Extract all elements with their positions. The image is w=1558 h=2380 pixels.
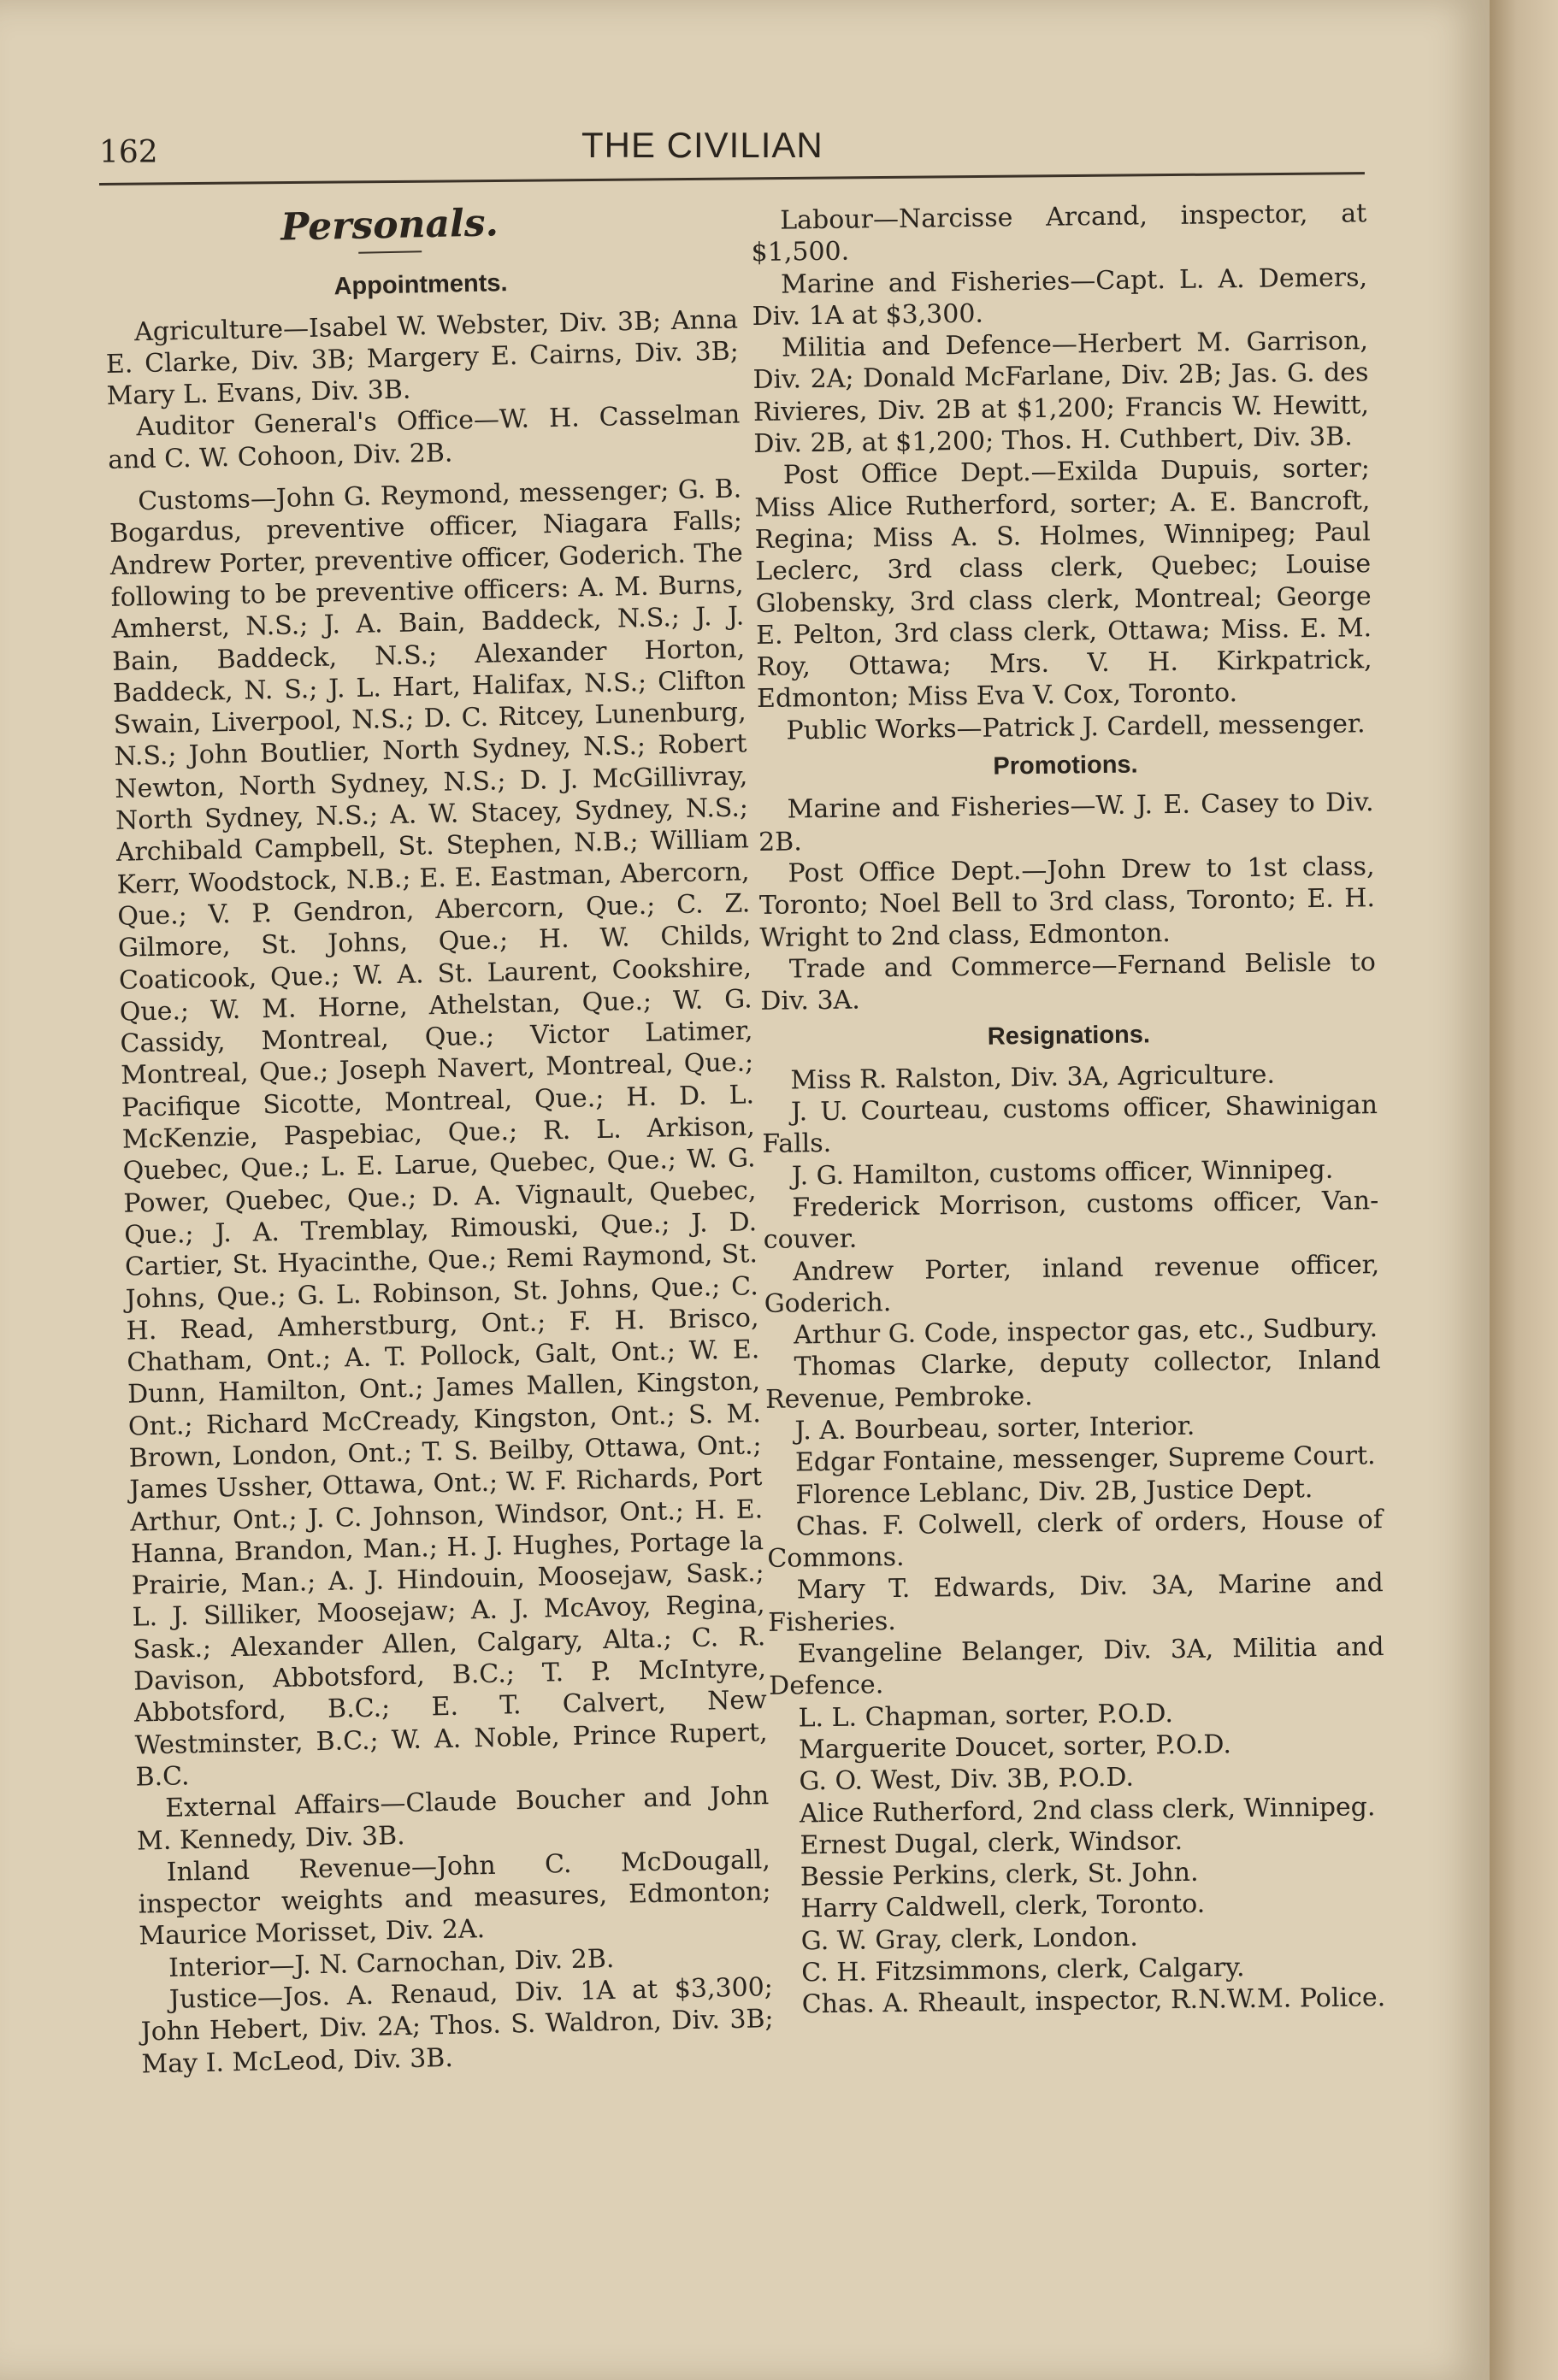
left-column xyxy=(103,192,775,2081)
resignation-item: Edgar Fontaine, messenger, Supreme Court. xyxy=(794,1440,1376,1478)
resignation-item: J. G. Hamilton, customs officer, Winnipeg. xyxy=(791,1154,1334,1192)
resignation-item: Thomas Clarke, deputy collector, Inland Revenue, Pembroke. xyxy=(764,1345,1381,1415)
resignation-item: Evangeline Belanger, Div. 3A, Militia and Defence. xyxy=(768,1632,1384,1702)
resignation-item: Chas. F. Colwell, clerk of orders, House of Commons. xyxy=(767,1504,1384,1575)
book-spine-edge xyxy=(1490,0,1558,2380)
resignation-item: Andrew Porter, inland revenue officer, Goderich. xyxy=(764,1249,1380,1319)
resignation-item: Miss R. Ralston, Div. 3A, Agriculture. xyxy=(790,1059,1276,1096)
resignation-item: Alice Rutherford, 2nd class clerk, Winnipeg. xyxy=(799,1791,1376,1829)
section-title: Personals. xyxy=(280,201,499,250)
appointments-subhead: Appointments. xyxy=(333,269,508,301)
appointment-public-works: Public Works—Patrick J. Cardell, messenger. xyxy=(786,709,1366,746)
resignation-item: Bessie Perkins, clerk, St. John. xyxy=(800,1857,1199,1893)
resignation-item: Chas. A. Rheault, inspector, R.N.W.M. Police. xyxy=(801,1982,1386,2020)
resignation-item: J. U. Courteau, customs officer, Shawinigan Falls. xyxy=(762,1090,1378,1160)
running-title: THE CIVILIAN xyxy=(581,125,823,165)
resignation-item: Arthur G. Code, inspector gas, etc., Sudbury. xyxy=(793,1313,1378,1351)
appointment-militia-defence: Militia and Defence—Herbert M. Garrison, Div. 2A; Donald McFarlane, Div. 2B; Jas. G. des Rivieres, Div. 2B at $1,200; Francis W. Hewitt, Div. 2B, at $1,200; Thos. H. Cuthbert, Div. 3B. xyxy=(752,326,1370,460)
resignation-item: C. H. Fitzsimmons, clerk, Calgary. xyxy=(801,1953,1245,1988)
appointment-justice: Justice—Jos. A. Renaud, Div. 1A at $3,300; John Hebert, Div. 2A; Thos. S. Waldron, Div. 3B; May I. McLeod, Div. 3B. xyxy=(140,1972,774,2080)
resignations-subhead: Resignations. xyxy=(987,1021,1151,1052)
page-number: 162 xyxy=(99,135,158,170)
resignation-item: G. W. Gray, clerk, London. xyxy=(800,1922,1139,1957)
appointment-agriculture: Agriculture—Isabel W. Webster, Div. 3B; Anna E. Clarke, Div. 3B; Margery E. Cairns, Div. 3B; Mary L. Evans, Div. 3B. xyxy=(105,304,740,412)
appointment-post-office: Post Office Dept.—Exilda Dupuis, sorter; Miss Alice Rutherford, sorter; A. E. Bancroft, Regina; Miss A. S. Holmes, Winnipeg; Paul Leclerc, 3rd class clerk, Quebec; Louise Globensky, 3rd class clerk, Montreal; George E. Pelton, 3rd class clerk, Ottawa; Miss. E. M. Roy, Ottawa; Mrs. V. H. Kirkpatrick, Edmonton; Miss Eva V. Cox, Toronto. xyxy=(754,453,1372,715)
promotion-item: Trade and Commerce—Fernand Belisle to Div. 3A. xyxy=(760,946,1377,1017)
promotions-subhead: Promotions. xyxy=(993,751,1138,781)
appointment-labour: Labour—Narcisse Arcand, inspector, at $1,500. xyxy=(751,198,1367,268)
resignation-item: L. L. Chapman, sorter, P.O.D. xyxy=(798,1698,1174,1734)
appointment-external-affairs: External Affairs—Claude Boucher and John M. Kennedy, Div. 3B. xyxy=(136,1781,770,1857)
resignation-item: G. O. West, Div. 3B, P.O.D. xyxy=(799,1762,1135,1797)
resignation-item: Florence Leblanc, Div. 2B, Justice Dept. xyxy=(795,1473,1313,1511)
resignation-item: Frederick Morrison, customs officer, Vancouver. xyxy=(763,1186,1379,1256)
appointment-interior: Interior—J. N. Carnochan, Div. 2B. xyxy=(168,1943,615,1983)
promotion-item: Post Office Dept.—John Drew to 1st class, Toronto; Noel Bell to 3rd class, Toronto; E. H. Wright to 2nd class, Edmonton. xyxy=(758,851,1376,953)
resignation-item: Ernest Dugal, clerk, Windsor. xyxy=(800,1825,1183,1861)
resignation-item: Harry Caldwell, clerk, Toronto. xyxy=(800,1889,1206,1924)
resignation-item: J. A. Bourbeau, sorter, Interior. xyxy=(794,1411,1195,1446)
appointment-inland-revenue: Inland Revenue—John C. McDougall, inspector weights and measures, Edmonton; Maurice Morisset, Div. 2A. xyxy=(138,1844,771,1952)
resignation-item: Marguerite Doucet, sorter, P.O.D. xyxy=(798,1729,1232,1765)
right-column xyxy=(751,197,1389,2021)
appointment-customs: Customs—John G. Reymond, messenger; G. B. Bogardus, preventive officer, Niagara Falls; Andrew Porter, preventive officer, Goderich. The following to be preventive officers: A. M. Burns, Amherst, N.S.; J. A. Bain, Baddeck, N.S.; J. J. Bain, Baddeck, N.S.; Alexander Horton, Baddeck, N. S.; J. L. Hart, Halifax, N.S.; Clifton Swain, Liverpool, N.S.; D. C. Ritcey, Lunenburg, N.S.; John Boutlier, North Sydney, N.S.; Robert Newton, North Sydney, N.S.; D. J. McGillivray, North Sydney, N.S.; A. W. Stacey, Sydney, N.S.; Archibald Campbell, St. Stephen, N.B.; William Kerr, Woodstock, N.B.; E. E. Eastman, Abercorn, Que.; V. P. Gendron, Abercorn, Que.; C. Z. Gilmore, St. Johns, Que.; H. W. Childs, Coaticook, Que.; W. A. St. Laurent, Cookshire, Que.; W. M. Horne, Athelstan, Que.; W. G. Cassidy, Montreal, Que.; Victor Latimer, Montreal, Que.; Joseph Navert, Montreal, Que.; Pacifique Sicotte, Montreal, Que.; H. D. L. McKenzie, Paspebiac, Que.; R. L. Arkison, Quebec, Que.; L. E. Larue, Quebec, Que.; W. G. Power, Quebec, Que.; D. A. Vignault, Quebec, Que.; J. A. Tremblay, Rimouski, Que.; J. D. Cartier, St. Hyacinthe, Que.; Remi Raymond, St. Johns, Que.; G. L. Robinson, St. Johns, Que.; C. H. Read, Amherstburg, Ont.; F. H. Brisco, Chatham, Ont.; A. T. Pollock, Galt, Ont.; W. E. Dunn, Hamilton, Ont.; James Mallen, Kingston, Ont.; Richard McCready, Kingston, Ont.; S. M. Brown, London, Ont.; T. S. Beilby, Ottawa, Ont.; James Ussher, Ottawa, Ont.; W. F. Richards, Port Arthur, Ont.; J. C. Johnson, Windsor, Ont.; H. E. Hanna, Brandon, Man.; H. J. Hughes, Portage la Prairie, Man.; A. J. Hindouin, Moosejaw, Sask.; L. J. Silliker, Moosejaw; A. J. McAvoy, Regina, Sask.; Alexander Allen, Calgary, Alta.; C. R. Davison, Abbotsford, B.C.; T. P. McIntyre, Abbotsford, B.C.; E. T. Calvert, New Westminster, B.C.; W. A. Noble, Prince Rupert, B.C. xyxy=(109,474,768,1793)
appointment-auditor-general: Auditor General's Office—W. H. Casselman and C. W. Cohoon, Div. 2B. xyxy=(107,399,741,475)
appointment-marine-fisheries: Marine and Fisheries—Capt. L. A. Demers, Div. 1A at $3,300. xyxy=(752,262,1368,332)
title-rule xyxy=(358,250,422,254)
header-rule xyxy=(99,172,1365,186)
promotion-item: Marine and Fisheries—W. J. E. Casey to Div. 2B. xyxy=(758,787,1374,857)
resignation-item: Mary T. Edwards, Div. 3A, Marine and Fisheries. xyxy=(768,1568,1384,1638)
